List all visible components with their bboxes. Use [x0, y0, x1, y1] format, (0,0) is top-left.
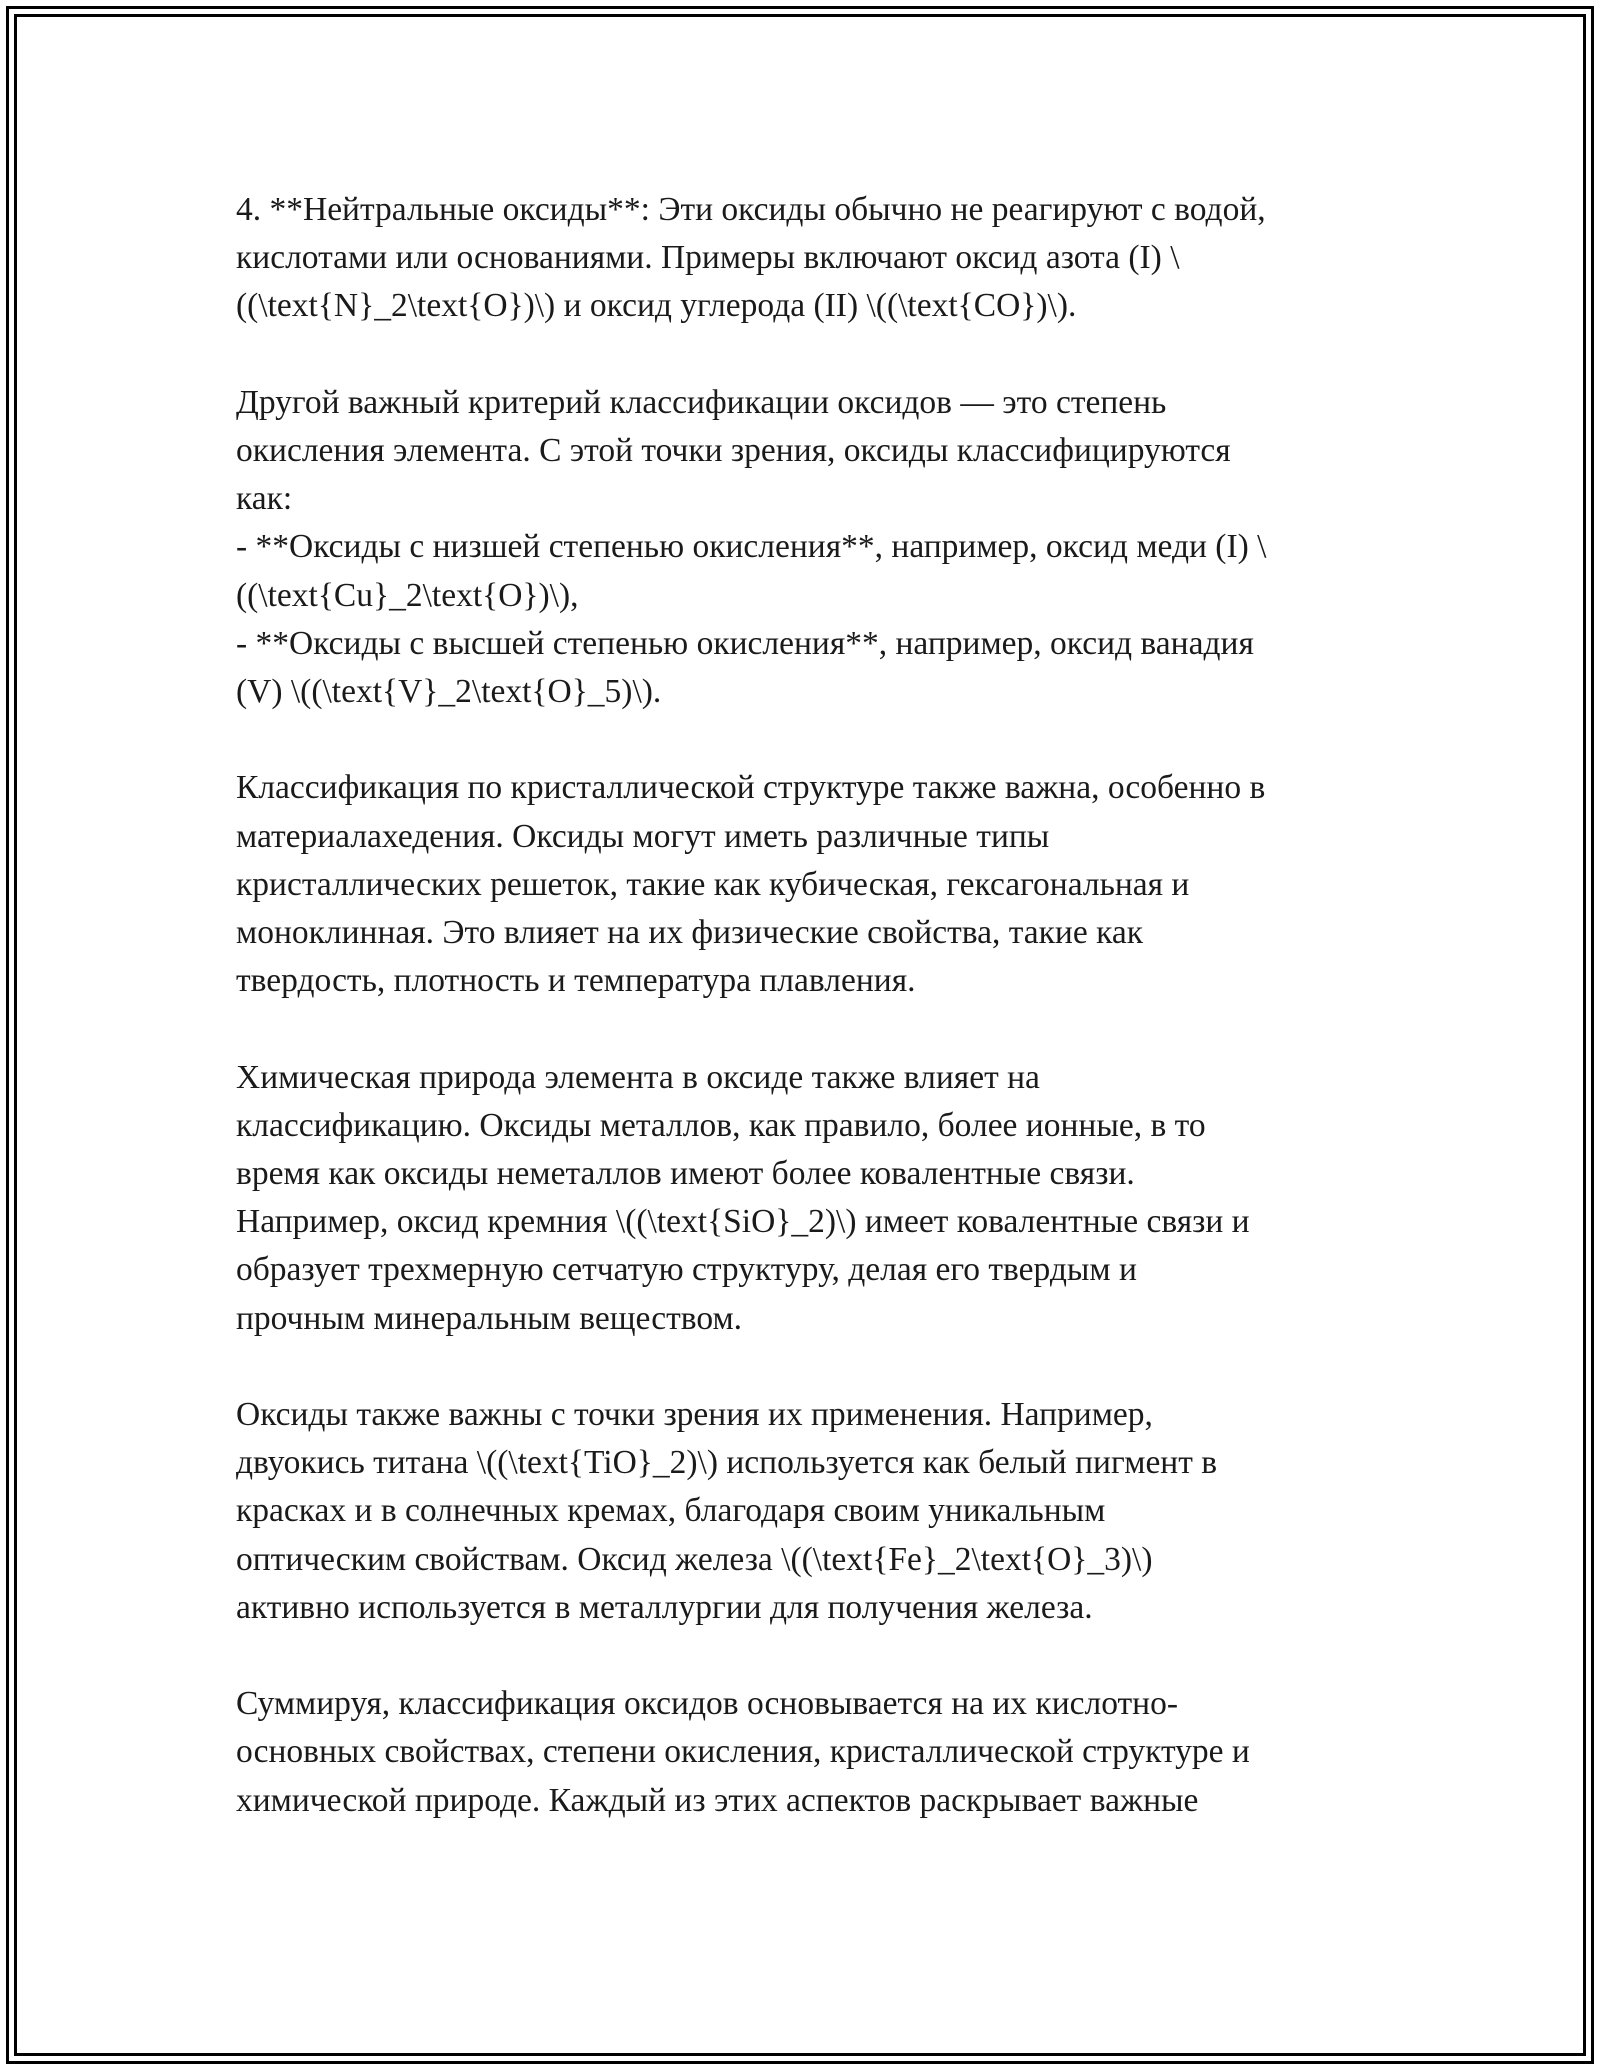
paragraph-summary [236, 1680, 1376, 1825]
paragraph-neutral-oxides [236, 186, 1376, 331]
text-line: кислотами или основаниями. Примеры включают оксид азота (I) \ [236, 239, 1180, 277]
text-line: время как оксиды неметаллов имеют более ковалентные связи. [236, 1155, 1135, 1193]
text-line: Химическая природа элемента в оксиде также влияет на [236, 1058, 1040, 1096]
text-line: Оксиды также важны с точки зрения их применения. Например, [236, 1396, 1153, 1434]
text-line: химической природе. Каждый из этих аспектов раскрывает важные [236, 1781, 1199, 1819]
text-line: материалахедения. Оксиды могут иметь различные типы [236, 817, 1050, 855]
text-line: образует трехмерную сетчатую структуру, делая его твердым и [236, 1251, 1137, 1289]
text-line: окисления элемента. С этой точки зрения, оксиды классифицируются [236, 432, 1231, 469]
text-line: Другой важный критерий классификации оксидов — это степень [236, 383, 1167, 421]
text-line: твердость, плотность и температура плавления. [236, 962, 916, 1000]
paragraph-applications [236, 1391, 1376, 1632]
text-line: классификацию. Оксиды металлов, как правило, более ионные, в то [236, 1106, 1206, 1144]
list-item-lower-oxidation: - **Оксиды с низшей степенью окисления**, например, оксид меди (I) \ [236, 528, 1267, 566]
paragraph-crystal-structure [236, 764, 1376, 1005]
document-body [236, 186, 1376, 1825]
paragraph-chemical-nature [236, 1054, 1376, 1343]
text-line: красках и в солнечных кремах, благодаря своим уникальным [236, 1492, 1106, 1530]
text-line: ((\text{N}_2\text{O})\) и оксид углерода (II) \((\text{CO})\). [236, 287, 1077, 325]
text-line: основных свойствах, степени окисления, кристаллической структуре и [236, 1733, 1250, 1771]
paragraph-oxidation-state [236, 379, 1376, 716]
text-line: оптическим свойствам. Оксид железа \((\text{Fe}_2\text{O}_3)\) [236, 1540, 1153, 1578]
text-line: Например, оксид кремния \((\text{SiO}_2)\) имеет ковалентные связи и [236, 1203, 1250, 1241]
text-line: как: [236, 480, 293, 518]
text-line: двуокись титана \((\text{TiO}_2)\) используется как белый пигмент в [236, 1444, 1218, 1482]
text-line: активно используется в металлургии для получения железа. [236, 1588, 1093, 1626]
text-line: Суммируя, классификация оксидов основывается на их кислотно- [236, 1685, 1179, 1723]
text-line: Классификация по кристаллической структуре также важна, особенно в [236, 769, 1266, 807]
text-line: (V) \((\text{V}_2\text{O}_5)\). [236, 673, 662, 711]
text-line: кристаллических решеток, такие как кубическая, гексагональная и [236, 865, 1190, 903]
list-item-higher-oxidation: - **Оксиды с высшей степенью окисления**, например, оксид ванадия [236, 624, 1254, 662]
text-line: моноклинная. Это влияет на их физические свойства, такие как [236, 914, 1143, 952]
text-line: 4. **Нейтральные оксиды**: Эти оксиды обычно не реагируют с водой, [236, 191, 1266, 228]
text-line: ((\text{Cu}_2\text{O})\), [236, 576, 579, 614]
text-line: прочным минеральным веществом. [236, 1299, 743, 1337]
